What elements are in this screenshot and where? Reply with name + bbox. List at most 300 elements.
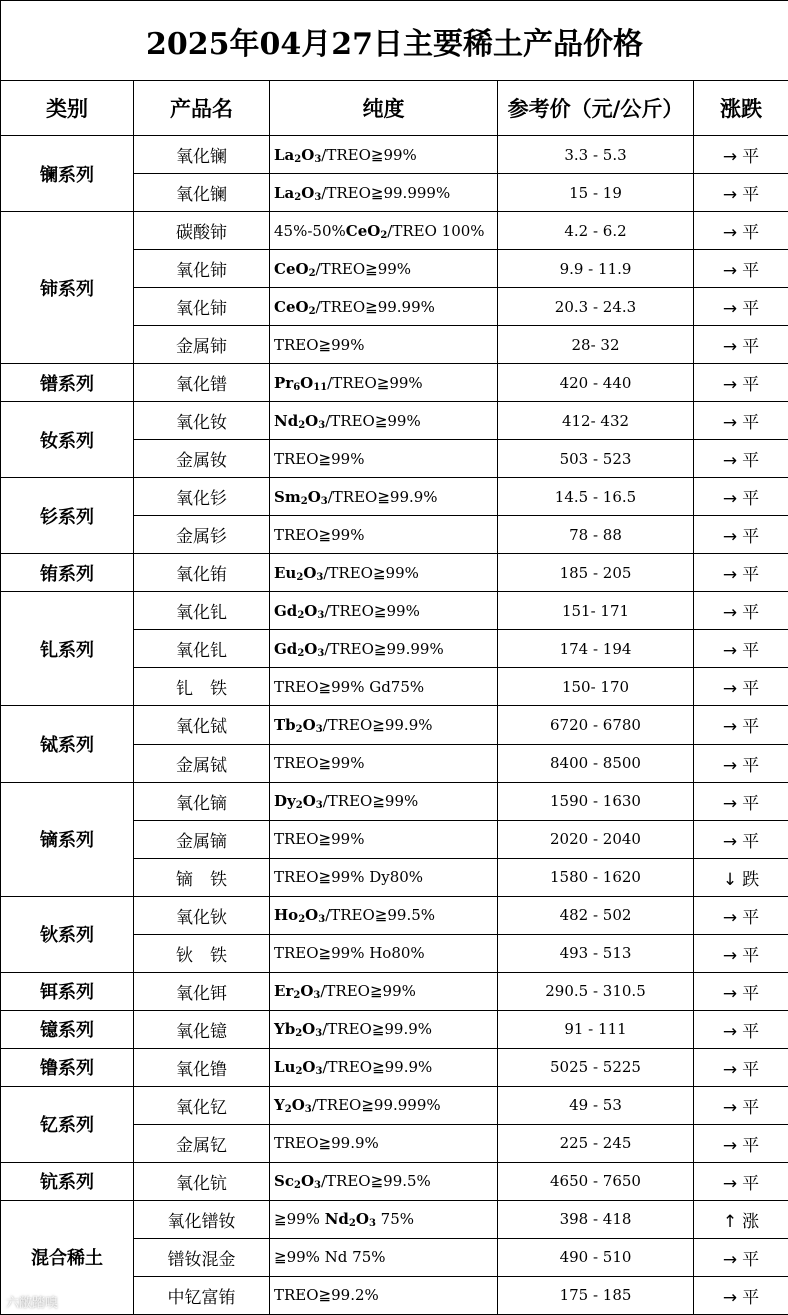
trend-cell xyxy=(694,668,788,706)
trend-label: 平 xyxy=(742,337,760,358)
purity-segment: La xyxy=(274,145,295,164)
category-cell: 混合稀土 xyxy=(1,1200,134,1314)
arrow-right-icon: → xyxy=(722,793,738,814)
purity-segment: /TREO≧99% xyxy=(323,563,419,582)
table-row xyxy=(1,972,788,1010)
purity-segment: 3 xyxy=(317,609,325,621)
trend-cell xyxy=(694,478,788,516)
purity-segment: Er xyxy=(274,982,294,1001)
purity-segment: O xyxy=(355,1210,369,1229)
purity-segment: 2 xyxy=(308,267,316,279)
arrow-right-icon: → xyxy=(722,299,738,320)
purity-cell xyxy=(270,630,498,668)
purity-segment: 2 xyxy=(298,419,306,431)
purity-segment: 3 xyxy=(368,1218,376,1230)
trend-label: 平 xyxy=(742,1287,760,1308)
purity-segment: TREO≧99% xyxy=(274,754,365,773)
header-trend: 涨跌 xyxy=(694,81,788,136)
price-cell: 15 - 19 xyxy=(498,174,694,212)
trend-label: 平 xyxy=(742,945,760,966)
header-price: 参考价（元/公斤） xyxy=(498,81,694,136)
price-cell: 4650 - 7650 xyxy=(498,1162,694,1200)
arrow-right-icon: → xyxy=(722,565,738,586)
product-cell: 氧化镥 xyxy=(134,1048,270,1086)
price-cell: 78 - 88 xyxy=(498,516,694,554)
trend-label: 平 xyxy=(742,755,760,776)
price-cell: 493 - 513 xyxy=(498,934,694,972)
purity-segment: /TREO≧99.9% xyxy=(322,715,433,734)
purity-segment: /TREO≧99% xyxy=(320,982,416,1001)
purity-segment: ≧99% xyxy=(274,1210,325,1229)
purity-segment: O xyxy=(300,982,314,1001)
product-cell: 氧化钐 xyxy=(134,478,270,516)
purity-segment: 3 xyxy=(315,1028,323,1040)
price-cell: 1590 - 1630 xyxy=(498,782,694,820)
purity-cell xyxy=(270,212,498,250)
purity-segment: O xyxy=(291,1096,305,1115)
product-cell: 中钇富铕 xyxy=(134,1276,270,1314)
arrow-right-icon: → xyxy=(722,679,738,700)
purity-cell xyxy=(270,972,498,1010)
product-cell: 金属钐 xyxy=(134,516,270,554)
category-cell: 钐系列 xyxy=(1,478,134,554)
product-cell: 金属铽 xyxy=(134,744,270,782)
price-cell: 28- 32 xyxy=(498,326,694,364)
table-row xyxy=(1,782,788,820)
table-row xyxy=(1,402,788,440)
purity-cell xyxy=(270,934,498,972)
trend-cell xyxy=(694,1238,788,1276)
category-cell: 镝系列 xyxy=(1,782,134,896)
product-cell: 氧化铽 xyxy=(134,706,270,744)
purity-segment: O xyxy=(303,563,317,582)
trend-cell xyxy=(694,630,788,668)
purity-cell xyxy=(270,402,498,440)
arrow-right-icon: → xyxy=(722,413,738,434)
purity-segment: 75% xyxy=(375,1210,415,1229)
category-cell: 铽系列 xyxy=(1,706,134,782)
price-cell: 174 - 194 xyxy=(498,630,694,668)
header-product: 产品名 xyxy=(134,81,270,136)
arrow-right-icon: → xyxy=(722,603,738,624)
price-cell: 2020 - 2040 xyxy=(498,820,694,858)
product-cell: 钆 铁 xyxy=(134,668,270,706)
price-cell: 8400 - 8500 xyxy=(498,744,694,782)
purity-segment: Dy xyxy=(274,792,296,811)
purity-cell xyxy=(270,744,498,782)
trend-label: 平 xyxy=(742,299,760,320)
arrow-right-icon: → xyxy=(722,1059,738,1080)
product-cell: 金属钇 xyxy=(134,1124,270,1162)
price-cell: 503 - 523 xyxy=(498,440,694,478)
purity-segment: /TREO≧99.999% xyxy=(321,183,451,202)
purity-segment: 2 xyxy=(293,1180,301,1192)
product-cell: 氧化钆 xyxy=(134,592,270,630)
arrow-right-icon: → xyxy=(722,1173,738,1194)
category-cell: 铈系列 xyxy=(1,212,134,364)
product-cell: 氧化镨钕 xyxy=(134,1200,270,1238)
purity-segment: 3 xyxy=(315,1066,323,1078)
product-cell: 氧化钕 xyxy=(134,402,270,440)
purity-cell xyxy=(270,858,498,896)
trend-cell xyxy=(694,402,788,440)
purity-segment: /TREO≧99% xyxy=(327,373,423,392)
table-row xyxy=(1,592,788,630)
purity-cell xyxy=(270,896,498,934)
purity-segment: O xyxy=(300,1172,315,1191)
trend-cell xyxy=(694,896,788,934)
trend-cell xyxy=(694,1086,788,1124)
purity-segment: 3 xyxy=(316,571,324,583)
price-cell: 175 - 185 xyxy=(498,1276,694,1314)
purity-segment: CeO xyxy=(274,297,309,316)
purity-cell xyxy=(270,364,498,402)
purity-cell xyxy=(270,820,498,858)
purity-cell xyxy=(270,1048,498,1086)
purity-segment: TREO≧99.2% xyxy=(274,1286,379,1305)
purity-segment: /TREO 100% xyxy=(387,221,485,240)
purity-segment: 11 xyxy=(313,381,328,393)
trend-cell xyxy=(694,820,788,858)
arrow-right-icon: → xyxy=(722,717,738,738)
purity-segment: ≧99% Nd 75% xyxy=(274,1248,386,1267)
arrow-right-icon: → xyxy=(722,907,738,928)
trend-label: 平 xyxy=(742,489,760,510)
purity-segment: 2 xyxy=(297,647,305,659)
product-cell: 镨钕混金 xyxy=(134,1238,270,1276)
product-cell: 碳酸铈 xyxy=(134,212,270,250)
purity-segment: 3 xyxy=(317,647,325,659)
arrow-right-icon: → xyxy=(722,527,738,548)
purity-segment: TREO≧99% Dy80% xyxy=(274,868,424,887)
arrow-right-icon: → xyxy=(722,831,738,852)
trend-cell xyxy=(694,1048,788,1086)
purity-cell xyxy=(270,706,498,744)
price-cell: 150- 170 xyxy=(498,668,694,706)
table-row xyxy=(1,1162,788,1200)
purity-segment: Sc xyxy=(274,1172,294,1191)
arrow-right-icon: → xyxy=(722,1135,738,1156)
trend-label: 平 xyxy=(742,717,760,738)
arrow-right-icon: → xyxy=(722,983,738,1004)
price-cell: 290.5 - 310.5 xyxy=(498,972,694,1010)
trend-cell xyxy=(694,972,788,1010)
category-cell: 钪系列 xyxy=(1,1162,134,1200)
purity-segment: 6 xyxy=(293,381,301,393)
purity-segment: /TREO≧99% xyxy=(315,259,412,278)
arrow-right-icon: → xyxy=(722,185,738,206)
table-row xyxy=(1,554,788,592)
purity-segment: 3 xyxy=(304,1104,312,1116)
purity-segment: O xyxy=(301,145,315,164)
purity-segment: 3 xyxy=(318,914,326,926)
purity-segment: O xyxy=(302,792,316,811)
price-cell: 9.9 - 11.9 xyxy=(498,250,694,288)
product-cell: 氧化钆 xyxy=(134,630,270,668)
trend-cell xyxy=(694,136,788,174)
purity-segment: Y xyxy=(274,1096,285,1115)
trend-label: 平 xyxy=(742,641,760,662)
purity-segment: /TREO≧99.999% xyxy=(311,1096,441,1115)
price-cell: 185 - 205 xyxy=(498,554,694,592)
header-category: 类别 xyxy=(1,81,134,136)
price-cell: 151- 171 xyxy=(498,592,694,630)
price-cell: 20.3 - 24.3 xyxy=(498,288,694,326)
trend-cell xyxy=(694,250,788,288)
product-cell: 氧化镱 xyxy=(134,1010,270,1048)
trend-label: 平 xyxy=(742,793,760,814)
product-cell: 氧化铕 xyxy=(134,554,270,592)
trend-cell xyxy=(694,592,788,630)
trend-cell xyxy=(694,212,788,250)
watermark: 六敝踏嗅 xyxy=(6,1296,59,1311)
arrow-right-icon: → xyxy=(722,1097,738,1118)
category-cell: 铕系列 xyxy=(1,554,134,592)
purity-segment: 2 xyxy=(295,800,303,812)
trend-cell xyxy=(694,288,788,326)
trend-cell xyxy=(694,174,788,212)
arrow-right-icon: → xyxy=(722,375,738,396)
table-row xyxy=(1,1048,788,1086)
purity-cell xyxy=(270,174,498,212)
trend-label: 平 xyxy=(742,261,760,282)
price-cell: 14.5 - 16.5 xyxy=(498,478,694,516)
arrow-right-icon: → xyxy=(722,755,738,776)
purity-segment: 2 xyxy=(294,191,302,203)
product-cell: 氧化铈 xyxy=(134,288,270,326)
price-cell: 3.3 - 5.3 xyxy=(498,136,694,174)
table-row xyxy=(1,136,788,174)
price-cell: 1580 - 1620 xyxy=(498,858,694,896)
purity-segment: Lu xyxy=(274,1058,296,1077)
product-cell: 氧化钪 xyxy=(134,1162,270,1200)
purity-segment: Gd xyxy=(274,639,298,658)
trend-cell xyxy=(694,1162,788,1200)
category-cell: 钕系列 xyxy=(1,402,134,478)
table-row xyxy=(1,364,788,402)
arrow-right-icon: → xyxy=(722,451,738,472)
purity-segment: TREO≧99% xyxy=(274,525,365,544)
trend-cell xyxy=(694,1200,788,1238)
purity-cell xyxy=(270,250,498,288)
category-cell: 镱系列 xyxy=(1,1010,134,1048)
product-cell: 氧化镝 xyxy=(134,782,270,820)
purity-segment: CeO xyxy=(274,259,309,278)
trend-label: 平 xyxy=(742,1135,760,1156)
trend-label: 平 xyxy=(742,983,760,1004)
purity-segment: 2 xyxy=(296,571,304,583)
purity-cell xyxy=(270,554,498,592)
trend-label: 跌 xyxy=(742,869,760,890)
category-cell: 铒系列 xyxy=(1,972,134,1010)
arrow-down-icon: ↓ xyxy=(722,869,738,890)
category-cell: 钆系列 xyxy=(1,592,134,706)
arrow-right-icon: → xyxy=(722,223,738,244)
category-cell: 钬系列 xyxy=(1,896,134,972)
purity-cell xyxy=(270,1086,498,1124)
price-cell: 412- 432 xyxy=(498,402,694,440)
purity-segment: /TREO≧99% xyxy=(321,145,417,164)
product-cell: 金属镝 xyxy=(134,820,270,858)
purity-cell xyxy=(270,1010,498,1048)
trend-cell xyxy=(694,326,788,364)
trend-label: 平 xyxy=(742,185,760,206)
purity-segment: /TREO≧99% xyxy=(324,601,420,620)
purity-segment: 3 xyxy=(314,153,322,165)
trend-label: 平 xyxy=(742,1059,760,1080)
table-row xyxy=(1,1086,788,1124)
purity-cell xyxy=(270,1238,498,1276)
purity-segment: Nd xyxy=(324,1210,349,1229)
trend-label: 涨 xyxy=(742,1211,760,1232)
purity-segment: TREO≧99% xyxy=(274,449,365,468)
product-cell: 氧化铈 xyxy=(134,250,270,288)
purity-segment: 2 xyxy=(297,609,305,621)
purity-segment: O xyxy=(305,411,319,430)
trend-cell xyxy=(694,1010,788,1048)
purity-segment: TREO≧99.9% xyxy=(274,1134,379,1153)
purity-cell xyxy=(270,288,498,326)
price-cell: 420 - 440 xyxy=(498,364,694,402)
purity-segment: 3 xyxy=(314,1180,321,1192)
trend-label: 平 xyxy=(742,375,760,396)
arrow-right-icon: → xyxy=(722,1249,738,1270)
purity-segment: /TREO≧99.99% xyxy=(315,297,435,316)
trend-cell xyxy=(694,440,788,478)
product-cell: 氧化钇 xyxy=(134,1086,270,1124)
purity-segment: 3 xyxy=(320,495,328,507)
purity-segment: 3 xyxy=(313,990,321,1002)
purity-segment: 2 xyxy=(380,229,388,241)
purity-segment: /TREO≧99.5% xyxy=(320,1172,431,1191)
arrow-right-icon: → xyxy=(722,337,738,358)
trend-label: 平 xyxy=(742,413,760,434)
purity-segment: TREO≧99% Gd75% xyxy=(274,677,425,696)
arrow-right-icon: → xyxy=(722,641,738,662)
purity-segment: TREO≧99% xyxy=(274,830,365,849)
purity-segment: 45%-50% xyxy=(274,221,346,240)
price-cell: 6720 - 6780 xyxy=(498,706,694,744)
purity-segment: 3 xyxy=(318,419,326,431)
trend-label: 平 xyxy=(742,679,760,700)
purity-cell xyxy=(270,782,498,820)
purity-segment: O xyxy=(304,639,318,658)
table-row xyxy=(1,1010,788,1048)
price-cell: 4.2 - 6.2 xyxy=(498,212,694,250)
purity-cell xyxy=(270,440,498,478)
trend-label: 平 xyxy=(742,1097,760,1118)
arrow-right-icon: → xyxy=(722,945,738,966)
trend-label: 平 xyxy=(742,527,760,548)
purity-segment: TREO≧99% Ho80% xyxy=(274,944,425,963)
purity-segment: Sm xyxy=(274,487,301,506)
purity-segment: Tb xyxy=(274,715,296,734)
trend-label: 平 xyxy=(742,603,760,624)
purity-segment: TREO≧99% xyxy=(274,335,365,354)
trend-label: 平 xyxy=(742,831,760,852)
purity-segment: O xyxy=(307,487,321,506)
table-row xyxy=(1,478,788,516)
purity-segment: 2 xyxy=(295,1028,303,1040)
purity-segment: O xyxy=(302,1020,316,1039)
purity-segment: /TREO≧99.99% xyxy=(324,639,444,658)
trend-cell xyxy=(694,554,788,592)
arrow-right-icon: → xyxy=(722,489,738,510)
table-row xyxy=(1,896,788,934)
product-cell: 氧化钬 xyxy=(134,896,270,934)
purity-segment: Pr xyxy=(274,373,294,392)
purity-segment: 2 xyxy=(294,153,302,165)
purity-segment: CeO xyxy=(345,221,381,240)
trend-cell xyxy=(694,364,788,402)
purity-segment: 2 xyxy=(295,1066,303,1078)
trend-label: 平 xyxy=(742,907,760,928)
purity-segment: O xyxy=(304,601,318,620)
price-cell: 5025 - 5225 xyxy=(498,1048,694,1086)
purity-segment: /TREO≧99.9% xyxy=(322,1020,433,1039)
table-row xyxy=(1,706,788,744)
purity-cell xyxy=(270,1276,498,1314)
purity-segment: /TREO≧99% xyxy=(322,792,419,811)
arrow-right-icon: → xyxy=(722,1021,738,1042)
purity-cell xyxy=(270,668,498,706)
category-cell: 镨系列 xyxy=(1,364,134,402)
trend-label: 平 xyxy=(742,1173,760,1194)
trend-label: 平 xyxy=(742,147,760,168)
trend-label: 平 xyxy=(742,223,760,244)
table-body xyxy=(1,136,788,1315)
price-cell: 49 - 53 xyxy=(498,1086,694,1124)
purity-segment: Gd xyxy=(274,601,298,620)
purity-cell xyxy=(270,326,498,364)
purity-segment: /TREO≧99.5% xyxy=(325,906,436,925)
purity-segment: 2 xyxy=(298,914,306,926)
arrow-right-icon: → xyxy=(722,261,738,282)
trend-label: 平 xyxy=(742,565,760,586)
page-title: 2025年04月27日主要稀土产品价格 xyxy=(1,1,788,81)
purity-segment: O xyxy=(300,373,314,392)
purity-segment: La xyxy=(274,183,295,202)
price-cell: 490 - 510 xyxy=(498,1238,694,1276)
table-row xyxy=(1,1200,788,1238)
purity-segment: 2 xyxy=(348,1218,356,1230)
product-cell: 氧化镧 xyxy=(134,174,270,212)
purity-segment: 2 xyxy=(295,723,303,735)
arrow-right-icon: → xyxy=(722,1287,738,1308)
purity-segment: Nd xyxy=(274,411,299,430)
price-cell: 482 - 502 xyxy=(498,896,694,934)
purity-segment: 2 xyxy=(284,1104,292,1116)
purity-cell xyxy=(270,1162,498,1200)
trend-cell xyxy=(694,516,788,554)
purity-cell xyxy=(270,516,498,554)
product-cell: 金属铈 xyxy=(134,326,270,364)
purity-segment: /TREO≧99.9% xyxy=(322,1058,433,1077)
header-purity: 纯度 xyxy=(270,81,498,136)
purity-segment: 2 xyxy=(308,305,316,317)
product-cell: 氧化铒 xyxy=(134,972,270,1010)
purity-cell xyxy=(270,136,498,174)
purity-segment: O xyxy=(302,1058,316,1077)
trend-cell xyxy=(694,706,788,744)
table-row xyxy=(1,212,788,250)
purity-segment: /TREO≧99% xyxy=(325,411,421,430)
purity-segment: 3 xyxy=(315,723,323,735)
purity-segment: O xyxy=(305,906,319,925)
purity-segment: 3 xyxy=(314,191,322,203)
arrow-right-icon: → xyxy=(722,147,738,168)
purity-segment: 2 xyxy=(300,495,308,507)
